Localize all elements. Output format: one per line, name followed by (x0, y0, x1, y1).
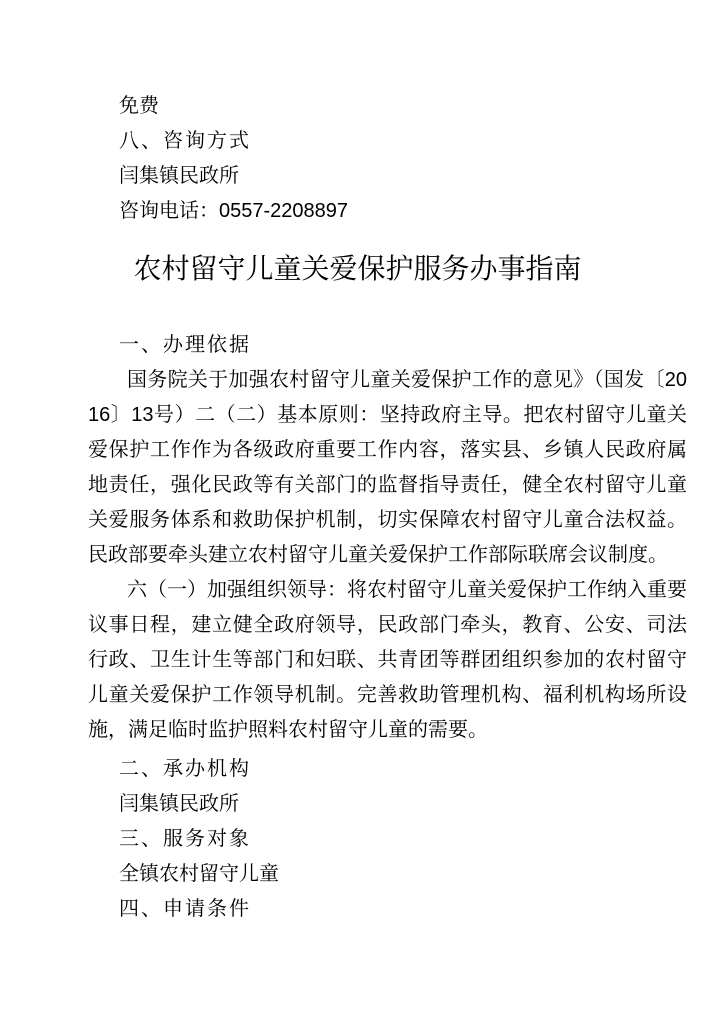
office-name-line: 闫集镇民政所 (119, 165, 239, 187)
section-4-heading: 四、申请条件 (119, 898, 251, 920)
phone-line: 咨询电话：0557-2208897 (119, 200, 349, 222)
section-2-body: 闫集镇民政所 (119, 793, 239, 815)
title-spacer (88, 291, 687, 328)
fee-line: 免费 (119, 95, 159, 117)
section-1-heading: 一、办理依据 (119, 334, 251, 356)
section-2-heading: 二、承办机构 (119, 758, 251, 780)
legal-basis-paragraph-2: 六（一）加强组织领导：将农村留守儿童关爱保护工作纳入重要议事日程，建立健全政府领导，民政部门牵头，教育、公安、司法行政、卫生计生等部门和妇联、共青团等群团组织参加的农村留守儿童关爱保护工作领导机制。完善救助管理机构、福利机构场所设施，满足临时监护照料农村留守儿童的需要。 (88, 579, 687, 741)
section-3-heading: 三、服务对象 (119, 828, 251, 850)
document-title: 农村留守儿童关爱保护服务办事指南 (133, 253, 582, 284)
section-3-body: 全镇农村留守儿童 (119, 863, 279, 885)
section-8-heading: 八、咨询方式 (119, 130, 251, 152)
legal-basis-paragraph-1: 国务院关于加强农村留守儿童关爱保护工作的意见》（国发〔2016〕13号）二（二）基本原则：坚持政府主导。把农村留守儿童关爱保护工作作为各级政府重要工作内容，落实县、乡镇人民政府属地责任，强化民政等有关部门的监督指导责任，健全农村留守儿童关爱服务体系和救助保护机制，切实保障农村留守儿童合法权益。民政部要牵头建立农村留守儿童关爱保护工作部际联席会议制度。 (88, 369, 687, 566)
